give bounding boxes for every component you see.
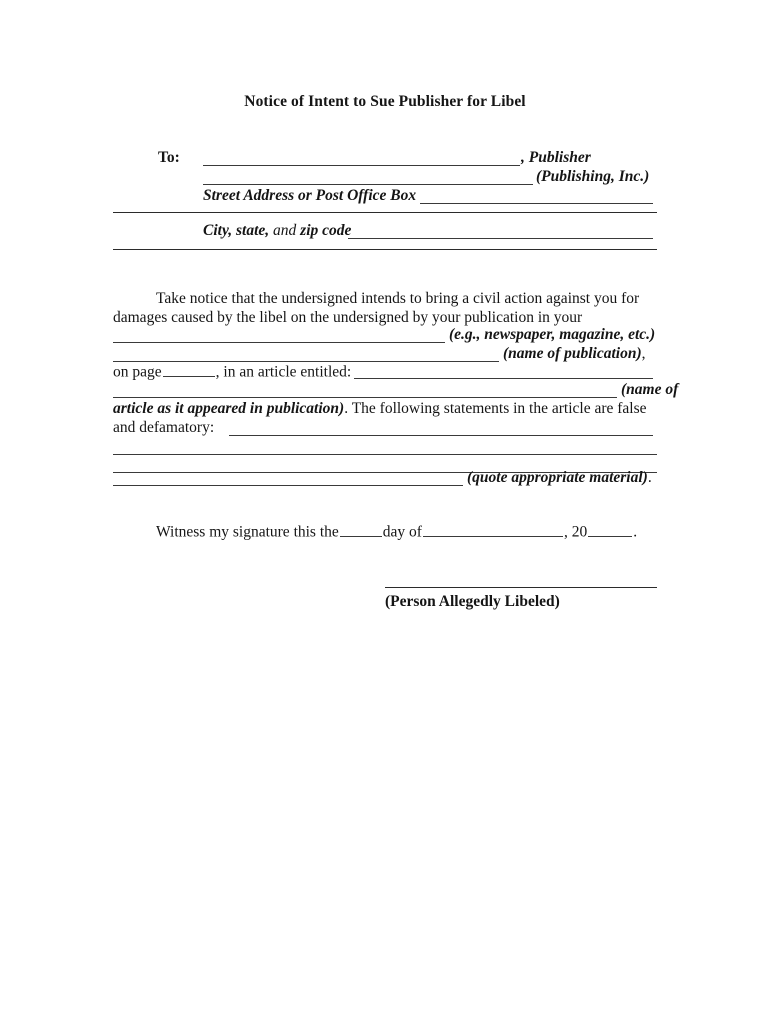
witness-year-prefix-label: , 20 [563, 523, 588, 541]
city-state-label-bold: City, state, [203, 222, 270, 239]
defamatory-rule-2[interactable] [113, 454, 657, 455]
city-state-zip-label [203, 221, 351, 240]
article-title-rule-2[interactable] [113, 397, 617, 398]
page-number-blank[interactable] [163, 361, 215, 377]
publishing-inc-rule[interactable] [203, 184, 533, 185]
address-separator-rule-2[interactable] [113, 249, 657, 250]
body-line-1: Take notice that the undersigned intends to bring a civil action against you for [156, 290, 640, 307]
on-page-prefix: on page [113, 363, 162, 381]
quote-material-note-text: (quote appropriate material) [467, 469, 648, 486]
body-line-on-page [113, 361, 351, 382]
defamatory-rule-4[interactable] [113, 485, 463, 486]
page-title: Notice of Intent to Sue Publisher for Libel [244, 93, 526, 110]
witness-year-blank[interactable] [588, 521, 632, 537]
publication-type-note: (e.g., newspaper, magazine, etc.) [449, 326, 656, 343]
body-line-defamatory: and defamatory: [113, 419, 215, 436]
publisher-suffix-label: , Publisher [521, 149, 591, 166]
article-title-rule[interactable] [354, 378, 653, 379]
city-state-zip-rule[interactable] [348, 238, 653, 239]
city-state-label-and: and [269, 222, 301, 239]
article-note-tail: . The following statements in the article are false [344, 400, 647, 417]
quote-material-note [467, 468, 652, 487]
publication-name-note-text: (name of publication) [503, 345, 642, 362]
publishing-inc-label: (Publishing, Inc.) [536, 168, 650, 185]
publication-name-note [503, 344, 646, 363]
witness-month-blank[interactable] [423, 521, 563, 537]
signature-rule[interactable] [385, 587, 657, 588]
zip-code-label-bold: zip code [300, 222, 352, 239]
publication-name-note-comma: , [641, 345, 646, 362]
article-name-note-part1: (name of [621, 381, 679, 398]
witness-day-blank[interactable] [340, 521, 382, 537]
address-separator-rule-1[interactable] [113, 212, 657, 213]
witness-prefix-label: Witness my signature this the [156, 523, 339, 541]
street-address-label: Street Address or Post Office Box [203, 187, 417, 204]
to-label: To: [158, 149, 180, 166]
publication-type-rule[interactable] [113, 342, 445, 343]
body-line-2: damages caused by the libel on the undersigned by your publication in your [113, 309, 583, 326]
publisher-name-rule[interactable] [203, 165, 520, 166]
witness-line [156, 521, 637, 542]
witness-period: . [633, 523, 638, 541]
article-name-note-part2: article as it appeared in publication) [113, 400, 345, 417]
quote-material-note-period: . [647, 469, 652, 486]
article-entitled-label: , in an article entitled: [215, 363, 352, 381]
body-line-article-note [113, 399, 647, 418]
witness-day-of-label: day of [382, 523, 422, 541]
signer-label: (Person Allegedly Libeled) [385, 593, 560, 610]
defamatory-rule-1[interactable] [229, 435, 653, 436]
street-address-rule[interactable] [420, 203, 653, 204]
